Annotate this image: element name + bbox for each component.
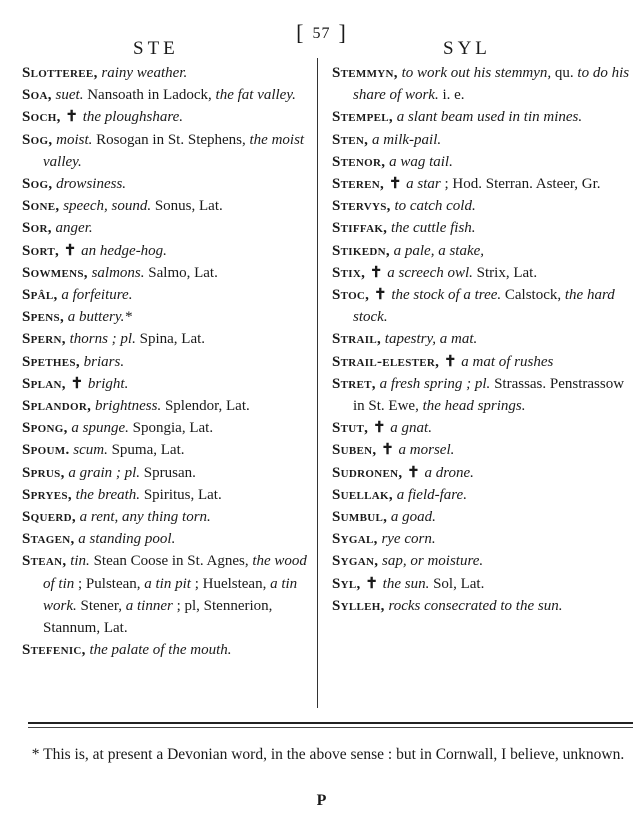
entry-headword: Stix, bbox=[332, 264, 366, 281]
entry-definition: a slant beam used in tin mines. bbox=[396, 109, 583, 126]
dictionary-entry bbox=[22, 373, 312, 395]
entry-headword: Spâl, bbox=[22, 287, 58, 304]
entry-definition: to do his share of work. bbox=[353, 65, 630, 104]
dictionary-entry bbox=[332, 106, 632, 128]
dictionary-entry bbox=[22, 351, 312, 373]
entry-definition: an hedge-hog. bbox=[81, 242, 167, 259]
entry-headword: Spern, bbox=[22, 331, 66, 348]
entry-definition: bright. bbox=[87, 375, 129, 392]
footnote-rule bbox=[28, 722, 633, 724]
entry-note: Nansoath in Ladock, bbox=[87, 87, 212, 104]
dictionary-entry bbox=[22, 462, 312, 484]
dictionary-entry bbox=[332, 62, 632, 106]
dictionary-entry bbox=[22, 439, 312, 461]
dictionary-entry bbox=[22, 550, 312, 639]
dictionary-entry bbox=[332, 506, 632, 528]
dictionary-entry bbox=[22, 84, 312, 106]
right-column-header: SYL bbox=[443, 38, 491, 59]
dictionary-entry bbox=[22, 173, 312, 195]
dictionary-entry bbox=[332, 484, 632, 506]
entry-definition: a pale, a stake, bbox=[393, 242, 485, 259]
entry-headword: Slotteree, bbox=[22, 65, 98, 81]
entry-definition: anger. bbox=[55, 220, 93, 237]
entry-definition: the cuttle fish. bbox=[390, 220, 476, 237]
dictionary-entry bbox=[22, 639, 312, 661]
entry-headword: Sprus, bbox=[22, 464, 65, 481]
entry-headword: Spong, bbox=[22, 420, 68, 437]
entry-note: Spongia, Lat. bbox=[132, 420, 214, 437]
entry-definition: the head springs. bbox=[422, 398, 526, 415]
entry-headword: Suben, bbox=[332, 442, 377, 459]
entry-headword: Sten, bbox=[332, 131, 369, 148]
entry-headword: Sylleh, bbox=[332, 597, 385, 614]
entry-headword: Stikedn, bbox=[332, 242, 390, 259]
entry-headword: Spethes, bbox=[22, 353, 80, 370]
entry-definition: a standing pool. bbox=[78, 531, 176, 548]
entry-note: Strassas. Penstrassow in St. Ewe, bbox=[353, 375, 625, 415]
entry-definition: the palate of the mouth. bbox=[89, 642, 232, 659]
entry-definition: brightness. bbox=[94, 398, 162, 415]
entry-headword: Spoum. bbox=[22, 442, 70, 459]
entry-definition: the moist valley. bbox=[43, 131, 305, 170]
dictionary-entry bbox=[332, 151, 632, 173]
dagger-mark: ✝ bbox=[70, 375, 84, 392]
dictionary-entry bbox=[332, 284, 632, 328]
bracket-open: [ bbox=[296, 20, 305, 45]
entry-headword: Spens, bbox=[22, 309, 65, 326]
dictionary-entry bbox=[332, 439, 632, 461]
entry-headword: Sor, bbox=[22, 220, 52, 237]
entry-headword: Stempel, bbox=[332, 109, 393, 126]
entry-definition: a star bbox=[406, 176, 441, 193]
dictionary-entry bbox=[22, 106, 312, 128]
entry-definition: the hard stock. bbox=[353, 287, 615, 326]
entry-definition: a screech owl. bbox=[387, 264, 473, 281]
bracket-close: ] bbox=[338, 20, 347, 45]
entry-definition: sap, or moisture. bbox=[382, 553, 484, 570]
entry-headword: Stemmyn, bbox=[332, 65, 398, 81]
page-number-value: 57 bbox=[312, 25, 331, 42]
entry-definition: a spunge. bbox=[71, 420, 129, 437]
entry-headword: Stut, bbox=[332, 420, 369, 437]
entry-definition: the ploughshare. bbox=[82, 109, 184, 126]
entry-headword: Soa, bbox=[22, 87, 52, 104]
entry-definition: the stock of a tree. bbox=[391, 287, 502, 304]
entry-definition: a buttery.* bbox=[67, 309, 132, 326]
entry-note: ; Huelstean, bbox=[194, 575, 267, 592]
footnote-rule-thin bbox=[28, 727, 633, 728]
dagger-mark: ✝ bbox=[365, 575, 378, 592]
entry-definition: to catch cold. bbox=[394, 198, 476, 215]
entry-headword: Stenor, bbox=[332, 153, 386, 170]
dictionary-entry bbox=[22, 129, 312, 173]
entry-headword: Stefenic, bbox=[22, 642, 86, 659]
entry-headword: Sog, bbox=[22, 131, 53, 148]
dagger-mark: ✝ bbox=[372, 420, 386, 437]
dictionary-entry bbox=[22, 506, 312, 528]
entry-headword: Splan, bbox=[22, 375, 66, 392]
entry-note: Sonus, Lat. bbox=[154, 198, 223, 215]
dagger-mark: ✝ bbox=[443, 353, 457, 370]
entry-headword: Spryes, bbox=[22, 486, 72, 503]
column-divider bbox=[317, 58, 318, 708]
dictionary-entry bbox=[22, 417, 312, 439]
entry-headword: Steren, bbox=[332, 176, 385, 193]
dictionary-entry bbox=[332, 328, 632, 350]
entry-note: ; pl, Stennerion, Stannum, Lat. bbox=[43, 597, 273, 637]
entry-headword: Strail, bbox=[332, 331, 382, 348]
entry-definition: a milk-pail. bbox=[371, 131, 442, 148]
entry-definition: a field-fare. bbox=[396, 486, 467, 503]
entry-headword: Suellak, bbox=[332, 486, 393, 503]
footnote: * This is, at present a Devonian word, in the above sense : but in Cornwall, I believe, unknown. bbox=[31, 746, 625, 763]
entry-note: Sol, Lat. bbox=[433, 575, 485, 592]
dictionary-entry bbox=[332, 550, 632, 572]
dictionary-entry bbox=[332, 351, 632, 373]
entry-headword: Strail-elester, bbox=[332, 353, 440, 370]
entry-definition: briars. bbox=[83, 353, 125, 370]
entry-note: Stener, bbox=[80, 597, 122, 614]
dictionary-entry bbox=[22, 217, 312, 239]
entry-headword: Sort, bbox=[22, 242, 60, 259]
dictionary-entry bbox=[332, 417, 632, 439]
dagger-mark: ✝ bbox=[65, 109, 78, 126]
dagger-mark: ✝ bbox=[388, 176, 402, 193]
right-column bbox=[332, 62, 632, 617]
entry-definition: suet. bbox=[55, 87, 84, 104]
dagger-mark: ✝ bbox=[381, 442, 394, 459]
entry-headword: Sygal, bbox=[332, 531, 378, 548]
entry-definition: scum. bbox=[73, 442, 108, 459]
entry-headword: Soch, bbox=[22, 109, 61, 126]
dictionary-entry bbox=[332, 373, 632, 417]
dagger-mark: ✝ bbox=[369, 264, 383, 281]
entry-headword: Sone, bbox=[22, 198, 60, 215]
dictionary-entry bbox=[22, 484, 312, 506]
entry-definition: rye corn. bbox=[381, 531, 436, 548]
entry-definition: a mat of rushes bbox=[461, 353, 554, 370]
dictionary-entry bbox=[22, 328, 312, 350]
dictionary-entry bbox=[22, 62, 312, 84]
entry-headword: Stervys, bbox=[332, 198, 391, 215]
entry-definition: salmons. bbox=[91, 264, 145, 281]
entry-definition: a tin work. bbox=[43, 575, 298, 614]
dictionary-entry bbox=[22, 195, 312, 217]
entry-definition: tin. bbox=[70, 553, 90, 570]
entry-definition: tapestry, a mat. bbox=[384, 331, 478, 348]
dictionary-entry bbox=[332, 240, 632, 262]
entry-headword: Stagen, bbox=[22, 531, 75, 548]
entry-definition: rainy weather. bbox=[101, 65, 188, 81]
entry-definition: drowsiness. bbox=[56, 176, 127, 193]
entry-definition: to work out his stemmyn, bbox=[401, 65, 552, 81]
entry-note: Calstock, bbox=[504, 287, 562, 304]
entry-definition: a drone. bbox=[424, 464, 474, 481]
entry-note: Spiritus, Lat. bbox=[143, 486, 222, 503]
entry-headword: Sowmens, bbox=[22, 264, 88, 281]
dictionary-entry bbox=[22, 284, 312, 306]
dictionary-entry bbox=[22, 262, 312, 284]
entry-definition: a goad. bbox=[390, 509, 436, 526]
dictionary-entry bbox=[22, 395, 312, 417]
signature-mark: P bbox=[316, 792, 327, 809]
entry-headword: Squerd, bbox=[22, 509, 76, 526]
entry-note: ; Pulstean, bbox=[78, 575, 141, 592]
dictionary-entry bbox=[332, 462, 632, 484]
entry-headword: Splandor, bbox=[22, 398, 92, 415]
dictionary-entry bbox=[332, 195, 632, 217]
dictionary-entry bbox=[332, 573, 632, 595]
left-column-header: STE bbox=[133, 38, 179, 59]
entry-note: Sprusan. bbox=[143, 464, 196, 481]
entry-note: Spuma, Lat. bbox=[111, 442, 185, 459]
entry-headword: Sumbul, bbox=[332, 509, 388, 526]
dictionary-entry bbox=[332, 129, 632, 151]
entry-headword: Syl, bbox=[332, 575, 361, 592]
entry-definition: moist. bbox=[56, 131, 93, 148]
dagger-mark: ✝ bbox=[373, 287, 387, 304]
entry-definition: the breath. bbox=[75, 486, 141, 503]
dictionary-entry bbox=[332, 262, 632, 284]
entry-note: Salmo, Lat. bbox=[148, 264, 218, 281]
entry-headword: Stean, bbox=[22, 553, 67, 570]
entry-definition: a fresh spring ; pl. bbox=[379, 375, 491, 392]
entry-headword: Stret, bbox=[332, 375, 376, 392]
entry-note: Rosogan in St. Stephens, bbox=[96, 131, 246, 148]
entry-definition: a forfeiture. bbox=[61, 287, 133, 304]
entry-definition: the fat valley. bbox=[215, 87, 296, 104]
entry-definition: a tin pit bbox=[144, 575, 191, 592]
entry-note: Strix, Lat. bbox=[476, 264, 538, 281]
entry-note: i. e. bbox=[442, 87, 465, 104]
entry-definition: thorns ; pl. bbox=[69, 331, 136, 348]
dagger-mark: ✝ bbox=[63, 242, 77, 259]
entry-definition: a grain ; pl. bbox=[68, 464, 141, 481]
dictionary-entry bbox=[332, 528, 632, 550]
dictionary-entry bbox=[332, 173, 632, 195]
left-column bbox=[22, 62, 312, 661]
entry-note: Splendor, Lat. bbox=[164, 398, 250, 415]
entry-headword: Stiffak, bbox=[332, 220, 388, 237]
entry-definition: a gnat. bbox=[390, 420, 432, 437]
entry-definition: a wag tail. bbox=[389, 153, 453, 170]
dictionary-entry bbox=[22, 528, 312, 550]
entry-note: ; Hod. Sterran. Asteer, Gr. bbox=[444, 176, 601, 193]
entry-definition: rocks consecrated to the sun. bbox=[388, 597, 563, 614]
entry-definition: a morsel. bbox=[398, 442, 455, 459]
entry-definition: a tinner bbox=[125, 597, 173, 614]
entry-headword: Sog, bbox=[22, 176, 53, 193]
entry-definition: the wood of tin bbox=[43, 553, 307, 592]
entry-headword: Sudronen, bbox=[332, 464, 403, 481]
dagger-mark: ✝ bbox=[407, 464, 420, 481]
dictionary-entry bbox=[332, 217, 632, 239]
dictionary-entry bbox=[332, 595, 632, 617]
entry-note: Spina, Lat. bbox=[139, 331, 206, 348]
dictionary-entry bbox=[22, 240, 312, 262]
entry-note: Stean Coose in St. Agnes, bbox=[93, 553, 249, 570]
entry-note: qu. bbox=[554, 65, 574, 81]
entry-headword: Stoc, bbox=[332, 287, 370, 304]
entry-headword: Sygan, bbox=[332, 553, 379, 570]
page-number bbox=[0, 18, 643, 44]
entry-definition: speech, sound. bbox=[63, 198, 152, 215]
entry-definition: a rent, any thing torn. bbox=[79, 509, 211, 526]
dictionary-entry bbox=[22, 306, 312, 328]
entry-definition: the sun. bbox=[382, 575, 430, 592]
